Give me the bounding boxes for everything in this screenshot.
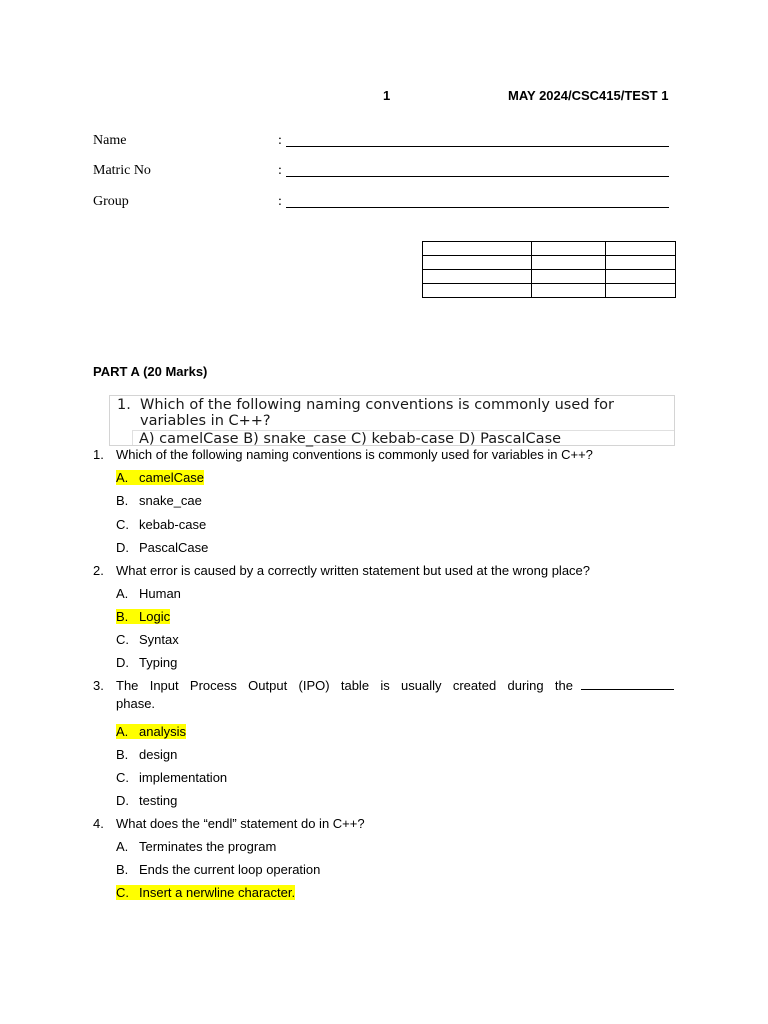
- marks-table-cell: [532, 284, 606, 298]
- option-text: implementation: [139, 770, 228, 785]
- q4-option-c[interactable]: [116, 884, 295, 902]
- option-text: camelCase: [139, 470, 205, 485]
- option-text: PascalCase: [139, 540, 209, 555]
- part-a-heading: PART A (20 Marks): [93, 364, 208, 379]
- option-text: Ends the current loop operation: [139, 862, 321, 877]
- marks-table-cell: [423, 242, 532, 256]
- option-text: Insert a nerwline character.: [139, 885, 296, 900]
- name-blank-line[interactable]: [286, 146, 669, 147]
- matric-no-colon: :: [278, 163, 282, 178]
- option-letter: D.: [116, 655, 129, 670]
- question-text: The Input Process Output (IPO) table is usually created during the: [116, 678, 573, 693]
- q2-option-c[interactable]: [116, 631, 179, 649]
- group-colon: :: [278, 194, 282, 209]
- q4-option-b[interactable]: [116, 861, 320, 879]
- option-text: Typing: [139, 655, 178, 670]
- page-number: 1: [383, 88, 391, 103]
- marks-table-cell: [606, 256, 676, 270]
- option-letter: C.: [116, 632, 129, 647]
- marks-table-row: [423, 284, 676, 298]
- option-letter: B.: [116, 493, 129, 508]
- marks-table-cell: [423, 284, 532, 298]
- option-text: snake_cae: [139, 493, 202, 508]
- question-text-continuation: phase.: [116, 696, 156, 711]
- option-letter: A.: [116, 586, 129, 601]
- option-letter: A.: [116, 839, 129, 854]
- q3-option-a[interactable]: [116, 723, 186, 741]
- preview-options-line: A) camelCase B) snake_case C) kebab-case D) PascalCase: [139, 431, 562, 447]
- course-code-header: MAY 2024/CSC415/TEST 1: [508, 88, 669, 103]
- q3-option-d[interactable]: [116, 792, 177, 810]
- option-letter: B.: [116, 747, 129, 762]
- marks-table-cell: [606, 270, 676, 284]
- group-blank-line[interactable]: [286, 207, 669, 208]
- preview-question-number: 1.: [117, 397, 131, 413]
- matric-no-blank-line[interactable]: [286, 176, 669, 177]
- marks-table-cell: [532, 242, 606, 256]
- question-number: 1.: [93, 447, 104, 462]
- q1-option-a[interactable]: [116, 469, 204, 487]
- marks-table-cell: [606, 242, 676, 256]
- answer-blank[interactable]: [581, 677, 674, 690]
- q3-option-b[interactable]: [116, 746, 177, 764]
- group-label: Group: [93, 194, 129, 209]
- option-text: Logic: [139, 609, 171, 624]
- marks-table-cell: [423, 270, 532, 284]
- question-text: What error is caused by a correctly written statement but used at the wrong place?: [116, 563, 591, 578]
- q1-option-b[interactable]: [116, 492, 202, 510]
- option-letter: C.: [116, 517, 129, 532]
- marks-table-cell: [532, 256, 606, 270]
- option-letter: D.: [116, 540, 129, 555]
- question-number: 3.: [93, 678, 104, 693]
- marks-table-cell: [606, 284, 676, 298]
- marks-table-cell: [532, 270, 606, 284]
- option-text: analysis: [139, 724, 186, 739]
- name-colon: :: [278, 133, 282, 148]
- matric-no-label: Matric No: [93, 163, 151, 178]
- option-letter: C.: [116, 770, 129, 785]
- marks-table-row: [423, 242, 676, 256]
- preview-question-text: Which of the following naming conventions is commonly used for variables in C++?: [140, 397, 614, 429]
- preview-divider-vertical: [132, 430, 133, 445]
- option-text: kebab-case: [139, 517, 207, 532]
- q4-option-a[interactable]: [116, 838, 276, 856]
- option-text: Terminates the program: [139, 839, 277, 854]
- q1-option-c[interactable]: [116, 516, 206, 534]
- question-number: 4.: [93, 816, 104, 831]
- option-letter: B.: [116, 609, 129, 624]
- option-text: Human: [139, 586, 181, 601]
- marks-table-cell: [423, 256, 532, 270]
- question-text: What does the “endl” statement do in C++?: [116, 816, 365, 831]
- option-text: design: [139, 747, 178, 762]
- marks-table-row: [423, 256, 676, 270]
- name-label: Name: [93, 133, 127, 148]
- option-letter: A.: [116, 470, 129, 485]
- option-text: Syntax: [139, 632, 179, 647]
- q3-option-c[interactable]: [116, 769, 227, 787]
- option-letter: C.: [116, 885, 129, 900]
- q1-option-d[interactable]: [116, 539, 208, 557]
- q2-option-b[interactable]: [116, 608, 170, 626]
- q2-option-d[interactable]: [116, 654, 177, 672]
- marks-table-row: [423, 270, 676, 284]
- option-letter: D.: [116, 793, 129, 808]
- question-number: 2.: [93, 563, 104, 578]
- option-text: testing: [139, 793, 178, 808]
- question-text: Which of the following naming conventions is commonly used for variables in C++?: [116, 447, 593, 462]
- q2-option-a[interactable]: [116, 585, 181, 603]
- marks-table: [422, 241, 676, 298]
- question-preview-box: [109, 395, 675, 446]
- option-letter: B.: [116, 862, 129, 877]
- option-letter: A.: [116, 724, 129, 739]
